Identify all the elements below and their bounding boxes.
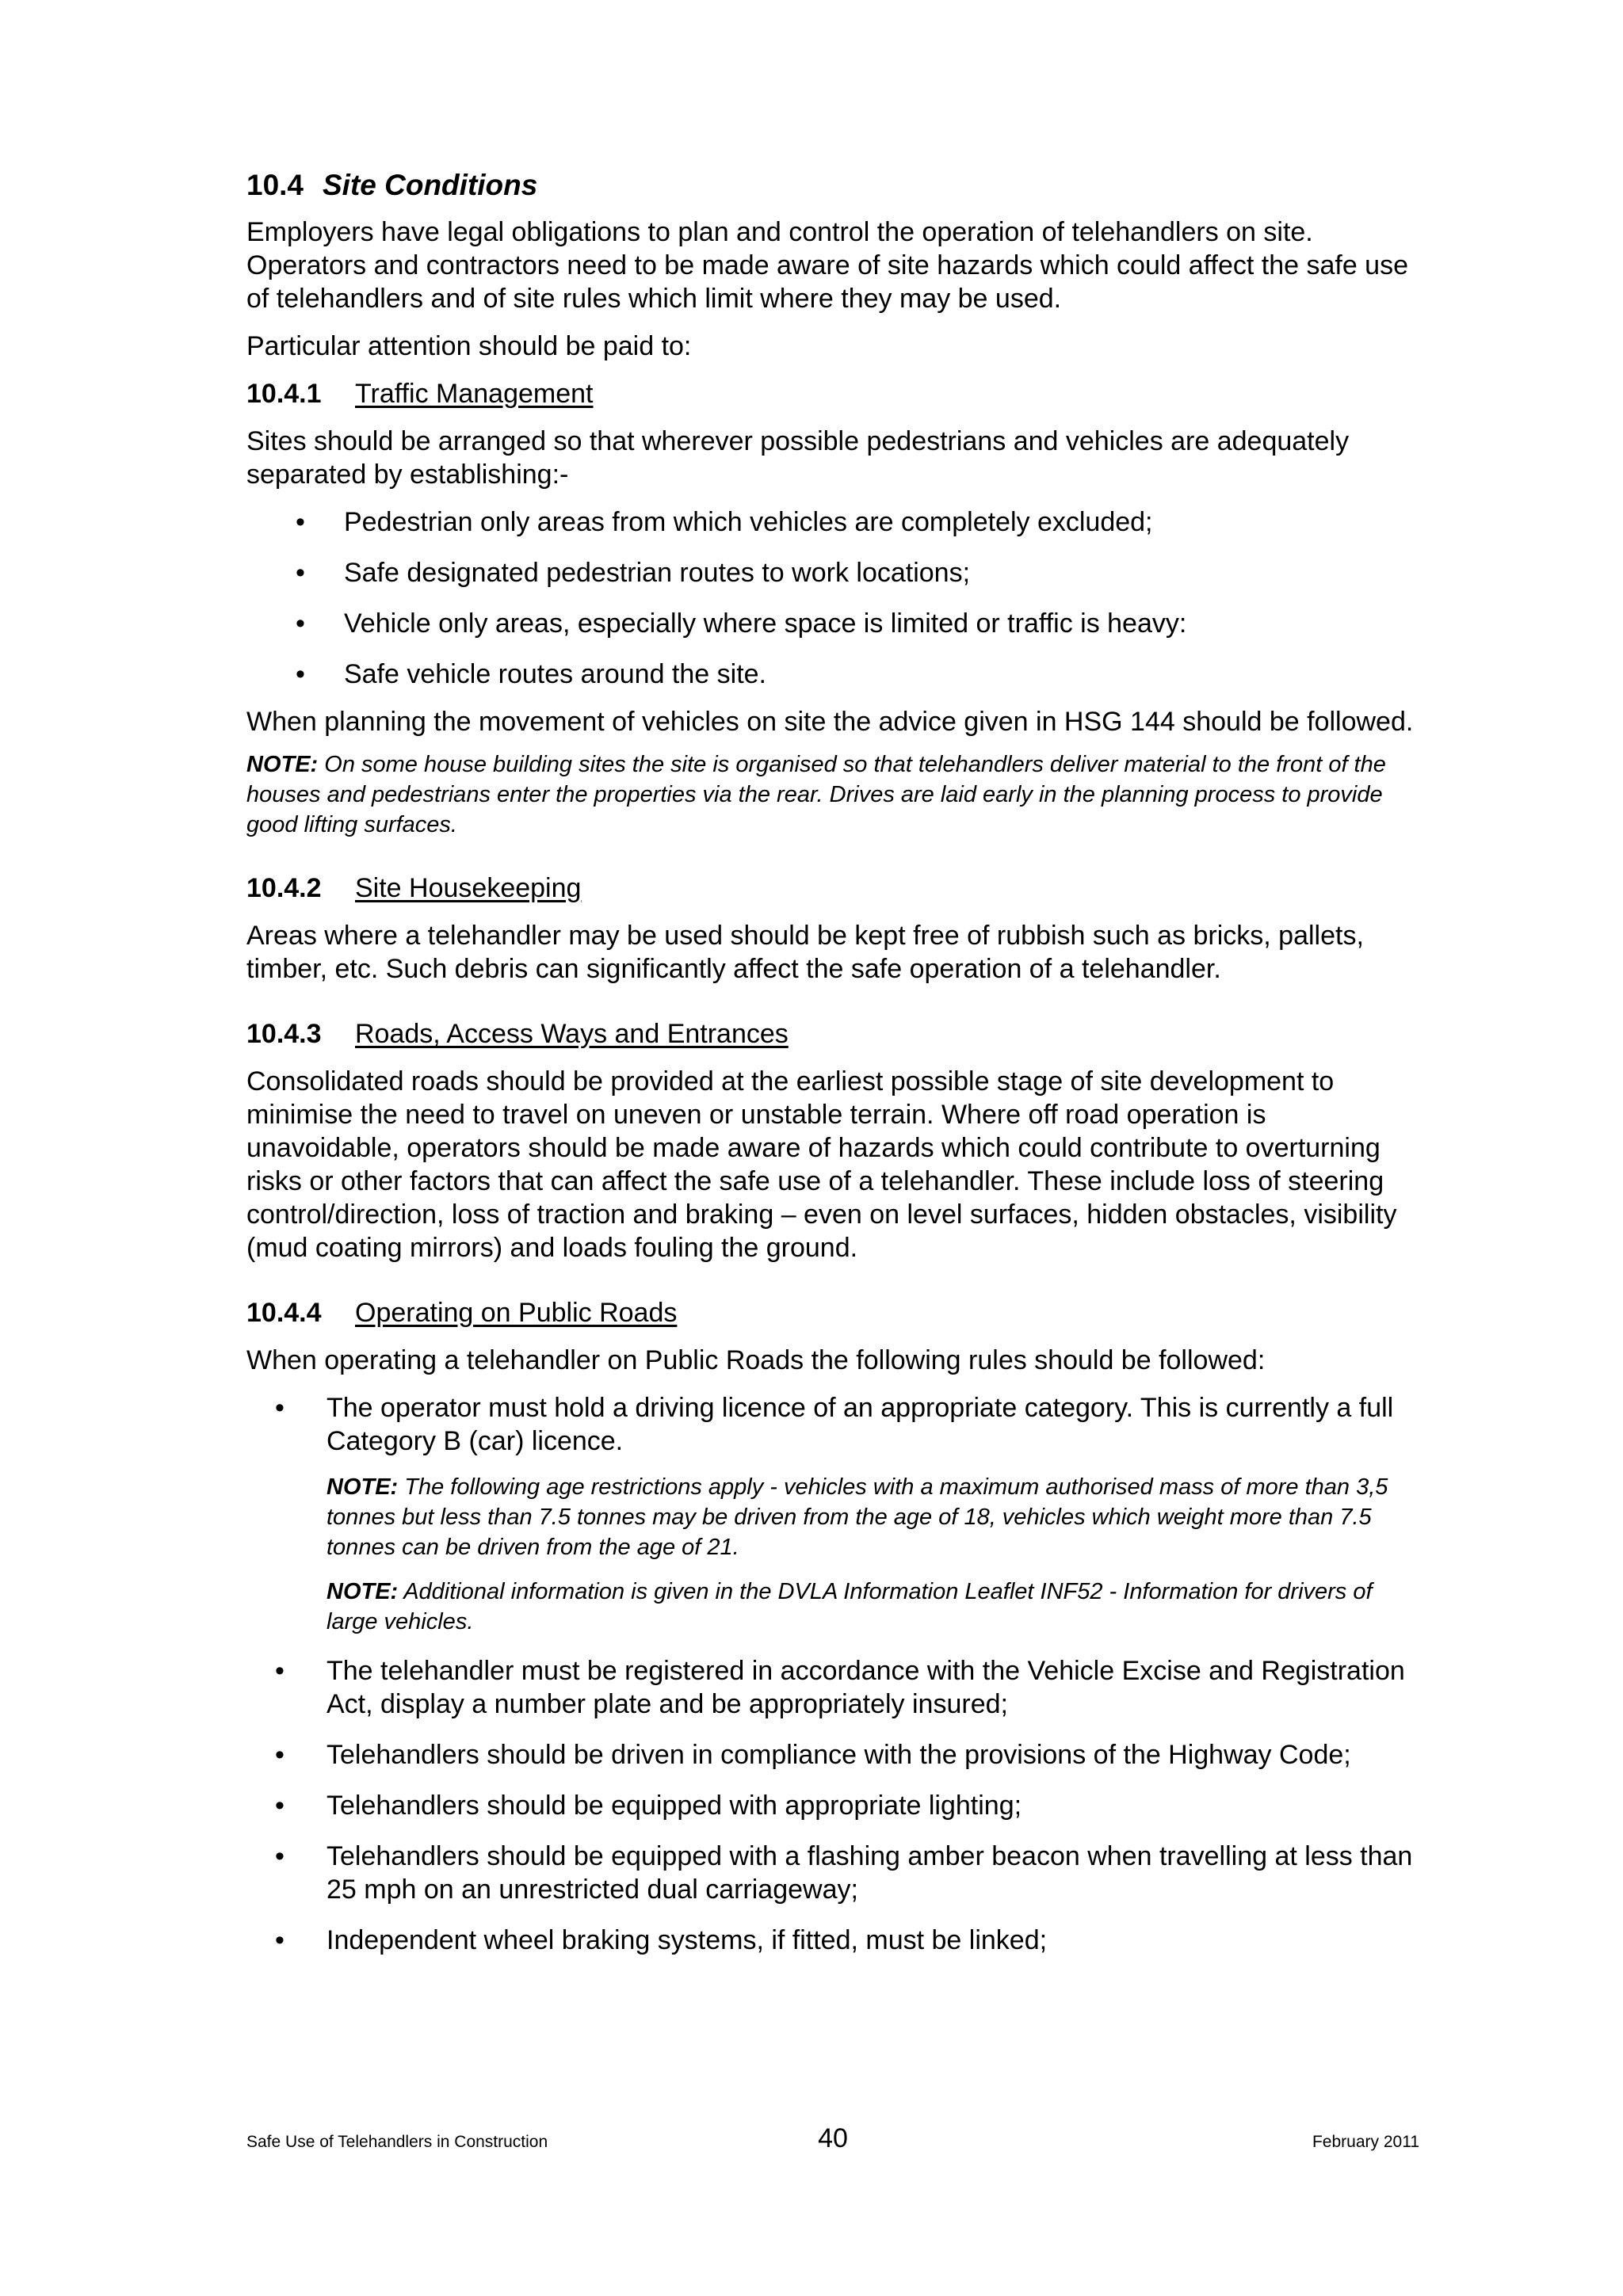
note [246, 749, 1419, 840]
subsection-title: Site Housekeeping [355, 873, 582, 903]
paragraph: When operating a telehandler on Public Roads the following rules should be followed: [246, 1345, 1266, 1375]
section-heading [246, 168, 1419, 203]
list-item-text: Independent wheel braking systems, if fitted, must be linked; [327, 1925, 1048, 1955]
section-number: 10.4 [246, 169, 304, 201]
section-lead-in: Particular attention should be paid to: [246, 331, 692, 361]
subsection-heading-site-housekeeping [246, 871, 1419, 905]
list-item-text: Safe vehicle routes around the site. [344, 659, 766, 689]
list-item-text: The operator must hold a driving licence of an appropriate category. This is currently a full Category B (car) licence. [327, 1393, 1394, 1456]
note [327, 1577, 1419, 1637]
section-intro: Employers have legal obligations to plan and control the operation of telehandlers on site. Operators and contractors need to be made aware of site hazards which could affect the safe use of telehandlers and of site rules which limit where they may be used. [246, 217, 1409, 314]
bullet-icon: • [275, 1740, 285, 1770]
bullet-list [246, 505, 1419, 691]
bullet-icon: • [275, 1925, 285, 1955]
list-item-text: Telehandlers should be driven in compliance with the provisions of the Highway Code; [327, 1740, 1351, 1770]
list-item [246, 505, 1419, 539]
subsection-heading-roads [246, 1017, 1419, 1051]
bullet-icon: • [296, 558, 305, 588]
spacer [246, 1279, 1419, 1296]
note-text: The following age restrictions apply - vehicles with a maximum authorised mass of more than 3,5 tonnes but less than 7.5 tonnes may be driven from the age of 18, vehicles which weight more than 7.5 tonnes can be driven from the age of 21. [327, 1474, 1388, 1560]
note-label: NOTE: [246, 752, 319, 777]
bullet-icon: • [296, 507, 305, 537]
bullet-icon: • [275, 1791, 285, 1821]
note-text: Additional information is given in the DVLA Information Leaflet INF52 - Information for drivers of large vehicles. [327, 1579, 1373, 1634]
note-label: NOTE: [327, 1474, 399, 1500]
subsection-number: 10.4.1 [246, 379, 322, 409]
bullet-list [246, 1654, 1419, 1957]
paragraph: Consolidated roads should be provided at the earliest possible stage of site development to minimise the need to travel on uneven or unstable terrain. Where off road operation is unavoidable, operators should be made aware of hazards which could contribute to overturning risks or other factors that can affect the safe use of a telehandler. These include loss of steering control/direction, loss of traction and braking – even on level surfaces, hidden obstacles, visibility (mud coating mirrors) and loads fouling the ground. [246, 1066, 1397, 1263]
list-item [246, 1654, 1419, 1721]
spacer [246, 1000, 1419, 1017]
subsection-number: 10.4.4 [246, 1298, 322, 1328]
list-item [246, 607, 1419, 640]
bullet-list [246, 1391, 1419, 1458]
list-item-text: Telehandlers should be equipped with appropriate lighting; [327, 1791, 1022, 1821]
list-item [246, 658, 1419, 691]
paragraph: Sites should be arranged so that wherever possible pedestrians and vehicles are adequately separated by establishing:- [246, 426, 1350, 490]
bullet-icon: • [275, 1656, 285, 1686]
list-item [246, 1924, 1419, 1957]
footer-document-title: Safe Use of Telehandlers in Construction [246, 2133, 548, 2151]
subsection-number: 10.4.2 [246, 873, 322, 903]
subsection-title: Traffic Management [355, 379, 594, 409]
list-item [246, 1789, 1419, 1822]
bullet-icon: • [275, 1841, 285, 1871]
list-item-text: Telehandlers should be equipped with a flashing amber beacon when travelling at less than 25 mph on an unrestricted dual carriageway; [327, 1841, 1413, 1905]
list-item-text: Pedestrian only areas from which vehicles are completely excluded; [344, 507, 1153, 537]
list-item [246, 1840, 1419, 1906]
list-item [246, 1391, 1419, 1458]
list-item [246, 556, 1419, 589]
note-text: On some house building sites the site is organised so that telehandlers deliver material to the front of the houses and pedestrians enter the properties via the rear. Drives are laid early in the planning process to provide good lifting surfaces. [246, 752, 1386, 837]
footer-date: February 2011 [1312, 2133, 1419, 2151]
section-title: Site Conditions [323, 169, 538, 201]
subsection-number: 10.4.3 [246, 1019, 322, 1049]
page-footer [246, 2123, 1419, 2155]
list-item [246, 1738, 1419, 1772]
list-item-text: The telehandler must be registered in accordance with the Vehicle Excise and Registration Act, display a number plate and be appropriately insured; [327, 1656, 1405, 1719]
list-item-text: Vehicle only areas, especially where space is limited or traffic is heavy: [344, 608, 1187, 639]
paragraph: Areas where a telehandler may be used should be kept free of rubbish such as bricks, pallets, timber, etc. Such debris can significantly affect the safe operation of a telehandler. [246, 921, 1364, 984]
paragraph: When planning the movement of vehicles on site the advice given in HSG 144 should be followed. [246, 707, 1414, 737]
subsection-title: Operating on Public Roads [355, 1298, 678, 1328]
bullet-icon: • [296, 659, 305, 689]
bullet-icon: • [275, 1393, 285, 1423]
page-number: 40 [818, 2123, 848, 2153]
note-label: NOTE: [327, 1579, 399, 1604]
bullet-icon: • [296, 608, 305, 639]
spacer [246, 854, 1419, 871]
note [327, 1472, 1419, 1562]
subsection-title: Roads, Access Ways and Entrances [355, 1019, 789, 1049]
page-content [246, 168, 1419, 1974]
subsection-heading-public-roads [246, 1296, 1419, 1329]
list-item-text: Safe designated pedestrian routes to work locations; [344, 558, 971, 588]
subsection-heading-traffic-management [246, 377, 1419, 410]
